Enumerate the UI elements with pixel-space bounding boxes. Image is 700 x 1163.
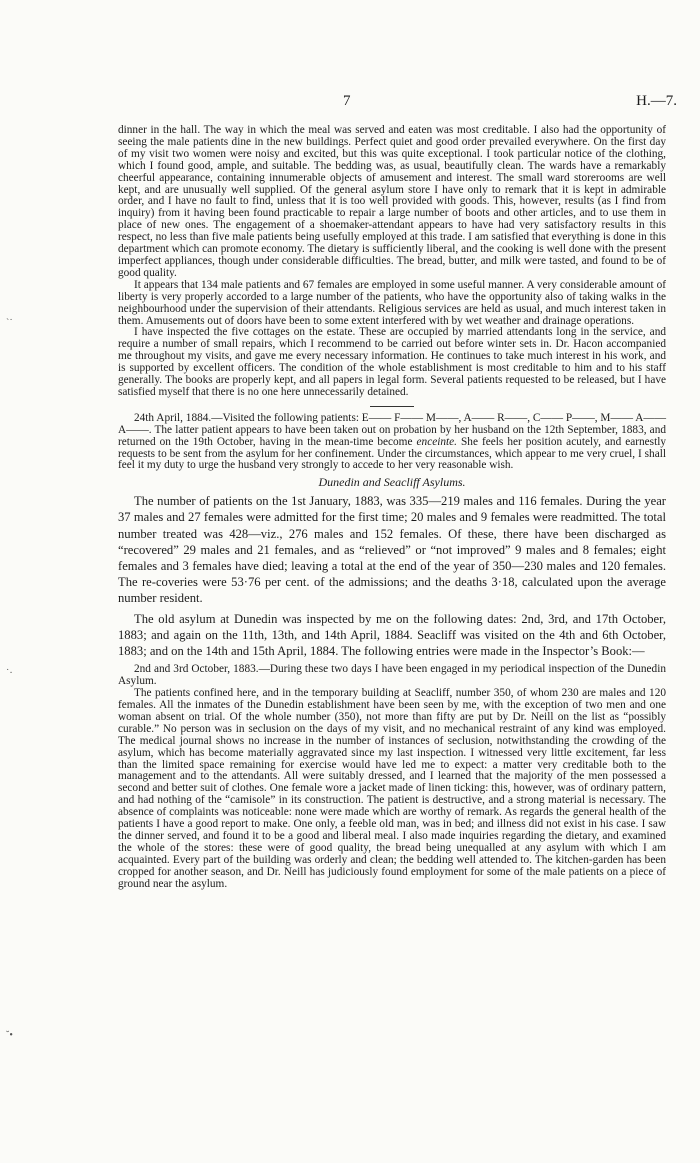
- margin-mark: ˘•: [6, 1030, 13, 1041]
- paragraph: 2nd and 3rd October, 1883.—During these two days I have been engaged in my periodical inspection of the Dunedin Asylum.: [118, 663, 666, 688]
- paragraph: It appears that 134 male patients and 67 females are employed in some useful manner. A very considerable amount of liberty is very properly accorded to a large number of the patients, who have the opportunity also of taking walks in the neighbourhood under the supervision of their attendants. Religious services are held as usual, and much interest taken in them. Amusements out of doors have been to some extent interfered with by wet weather and drainage operations.: [118, 278, 666, 327]
- page-header: [0, 93, 700, 113]
- entry-rest: She feels her position acutely, and earnestly requests to be sent from the asylum for her confinement. Under the circumstances, which appear to me very cruel, I shall feel it my duty to urge the husband very strongly to accede to her very reasonable wish.: [118, 435, 667, 472]
- main-column: [118, 125, 666, 891]
- section-heading: Dunedin and Seacliff Asylums.: [318, 475, 466, 490]
- margin-mark: `˙: [6, 318, 13, 329]
- document-reference: H.—7.: [636, 93, 677, 109]
- page-number: 7: [343, 93, 351, 109]
- paragraph: The number of patients on the 1st January, 1883, was 335—219 males and 116 females. During the year 37 males and 27 females were admitted for the first time; 20 males and 9 females were readmitted. The total number treated was 428—viz., 276 males and 152 females. Of these, there have been discharged as “recovered” 29 males and 21 females, and as “relieved” or “not improved” 9 males and 8 females; eight females and 3 females have died; leaving a total at the end of the year of 350—230 males and 120 females. The re-coveries were 53·76 per cent. of the admissions; and the deaths 3·18, calculated upon the average number resident.: [118, 494, 666, 605]
- entry-lead: 24th April, 1884.—Visited the following patients: E—— F—— M——, A—— R——, C—— P——, M—— A—— A——. The latter patient appears to have been taken out on probation by her husband on the 12th September, 1883, and returned on the 19th October, having in the mean-time become: [118, 411, 666, 448]
- margin-mark: ˙·: [6, 668, 13, 679]
- entry-1884: [118, 413, 666, 473]
- paragraph: The patients confined here, and in the temporary building at Seacliff, number 350, of whom 230 are males and 120 females. All the inmates of the Dunedin establishment have been seen by me, with the exception of two men and one woman absent on trial. Of the whole number (350), not more than fifty are put by Dr. Neill on the list as “possibly curable.” No person was in seclusion on the days of my visit, and no mechanical restraint of any kind was employed. The medical journal shows no increase in the number of instances of seclusion, notwithstanding the crowding of the asylum, which has become materially aggravated since my last inspection. I witnessed very little excitement, far less than the limited space remaining for exercise would have led me to expect: a matter very creditable both to the management and to the attendants. All were suitably dressed, and I learned that the majority of the men possessed a second and better suit of clothes. One female wore a jacket made of linen ticking: this, however, was of ordinary pattern, and had nothing of the “camisole” in its construction. The patient is destructive, and a strong material is necessary. The absence of complaints was noticeable: none were made which are worthy of remark. As regards the general health of the patients I have a good report to make. One only, a feeble old man, was in bed; and illness did not exist in his case. I saw the dinner served, and found it to be a good and liberal meal. I also made inquiries regarding the dietary, and examined the whole of the stores: these were of good quality, the bread being unequalled at any asylum with which I am acquainted. Every part of the building was orderly and clean; the bedding well attended to. The kitchen-garden has been cropped for another season, and Dr. Neill has judiciously found employment for some of the male patients on a piece of ground near the asylum.: [118, 687, 666, 890]
- paragraph: I have inspected the five cottages on the estate. These are occupied by married attendants long in the service, and require a number of small repairs, which I recommend to be carried out before winter sets in. Dr. Hacon accompanied me throughout my visits, and gave me every necessary information. He continues to take much interest in his work, and is supported by excellent officers. The condition of the whole establishment is most creditable to him and to his staff generally. The books are properly kept, and all papers in legal form. Several patients requested to be released, but I have satisfied myself that there is no one here unnecessarily detained.: [118, 326, 666, 398]
- entry-italic: enceinte.: [416, 435, 457, 448]
- paragraph: The old asylum at Dunedin was inspected by me on the following dates: 2nd, 3rd, and 17th October, 1883; and again on the 11th, 13th, and 14th April, 1884. Seacliff was visited on the 4th and 6th October, 1883; and on the 14th and 15th April, 1884. The following entries were made in the Inspector’s Book:—: [118, 612, 666, 659]
- section-divider: [370, 406, 414, 407]
- paragraph: dinner in the hall. The way in which the meal was served and eaten was most creditable. I also had the opportunity of seeing the male patients dine in the new buildings. Perfect quiet and good order prevailed everywhere. On the first day of my visit two women were noisy and excited, but this was quite exceptional. I took particular notice of the clothing, which I found good, ample, and suitable. The bedding was, as usual, beautifully clean. The wards have a remarkably cheerful appearance, containing innumerable objects of amusement and interest. The small ward storerooms are well kept, and are unusually well supplied. Of the general asylum store I have only to remark that it is kept in admirable order, and I have no fault to find, unless that it is too well provided with goods. This, however, results (as I find from inquiry) from it having been found practicable to repair a large number of boots and other articles, and to use them in place of new ones. The engagement of a shoemaker-attendant appears to have had very satisfactory results in this respect, no less than five male patients being usefully employed at this trade. I am satisfied that everything is done in this department which can promote economy. The dietary is sufficiently liberal, and the cooking is well done with the present imperfect appliances, though under considerable difficulties. The bread, butter, and milk were tasted, and found to be of good quality.: [118, 124, 666, 279]
